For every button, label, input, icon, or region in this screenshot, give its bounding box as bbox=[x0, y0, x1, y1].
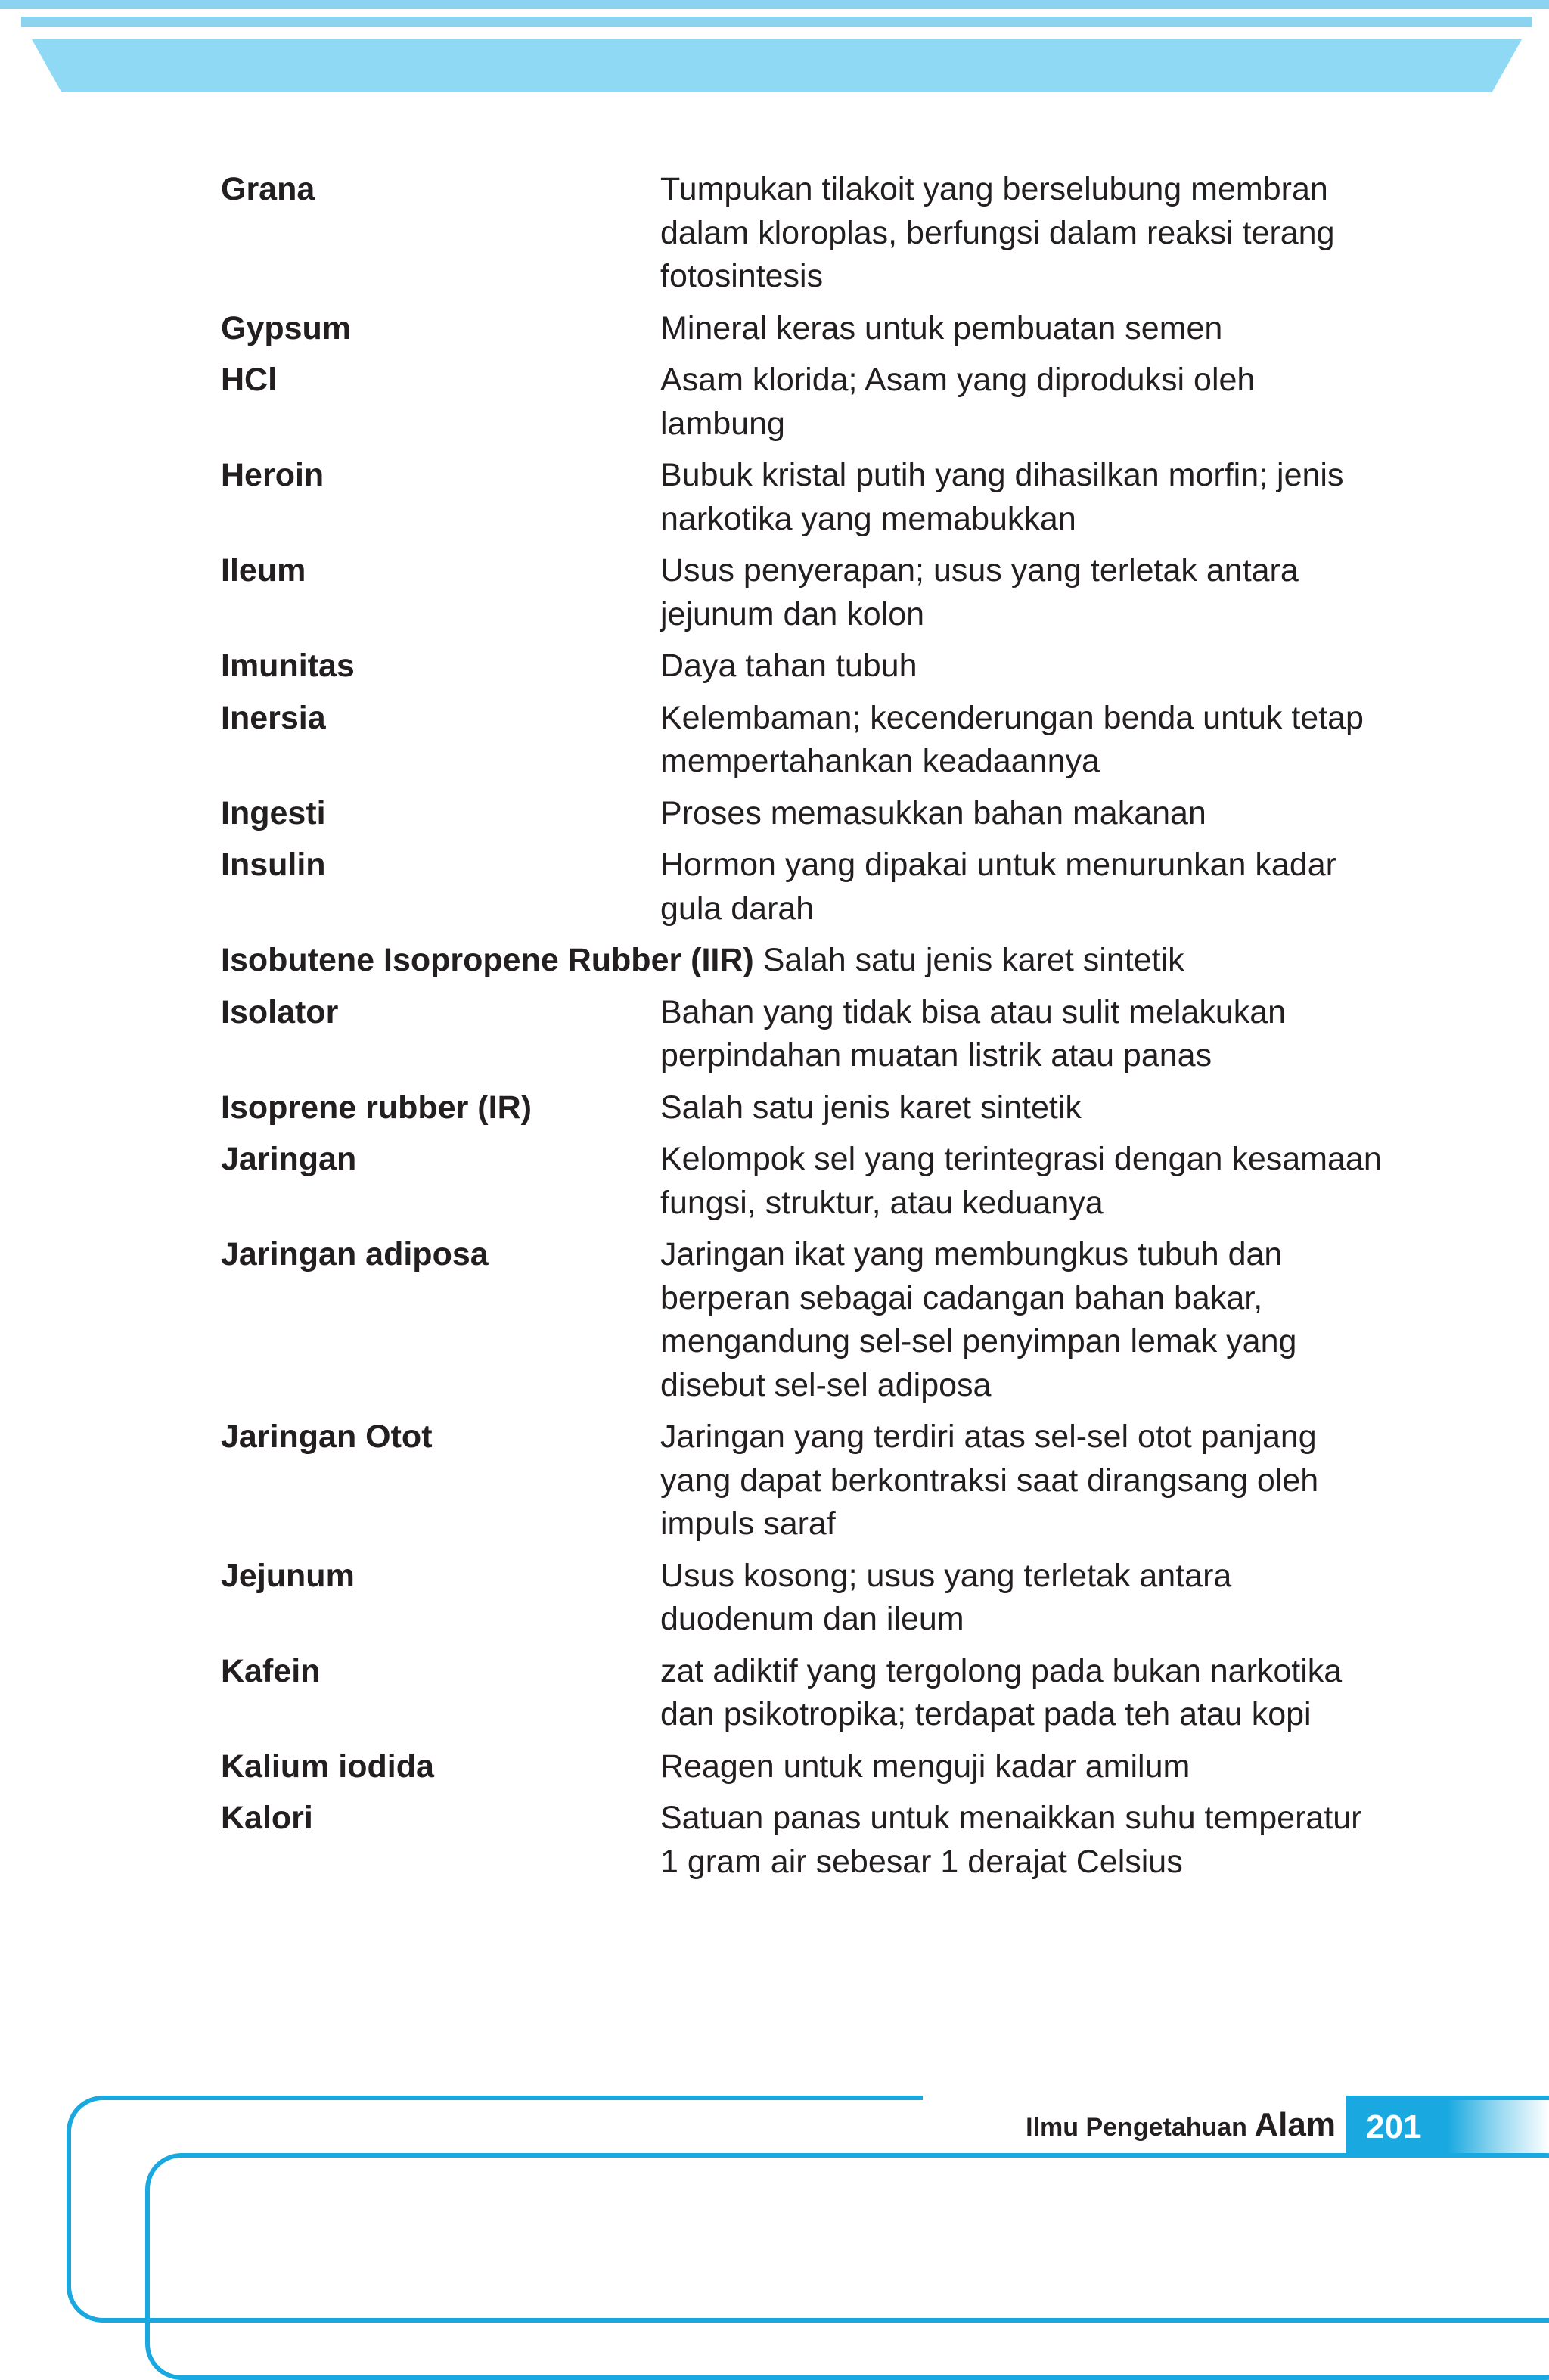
glossary-definition: Jaringan yang terdiri atas sel-sel otot panjang yang dapat berkontraksi saat dirangsang oleh impuls saraf bbox=[660, 1418, 1319, 1542]
glossary-entry bbox=[221, 991, 1401, 1078]
glossary-term: Insulin bbox=[221, 847, 326, 883]
glossary-term: Kalori bbox=[221, 1800, 313, 1836]
glossary-term: Inersia bbox=[221, 699, 326, 736]
glossary-definition: Asam klorida; Asam yang diproduksi oleh lambung bbox=[660, 362, 1256, 442]
glossary-term: Kafein bbox=[221, 1652, 321, 1689]
glossary-definition: zat adiktif yang tergolong pada bukan narkotika dan psikotropika; terdapat pada teh atau kopi bbox=[660, 1652, 1343, 1732]
glossary-entry bbox=[221, 549, 1401, 636]
glossary-entry bbox=[221, 1650, 1401, 1737]
header-stripe-middle bbox=[21, 17, 1532, 27]
glossary-term: Ingesti bbox=[221, 794, 326, 831]
glossary-entry bbox=[221, 1138, 1401, 1225]
glossary-term: Imunitas bbox=[221, 648, 355, 684]
glossary-definition: Usus penyerapan; usus yang terletak antara jejunum dan kolon bbox=[660, 552, 1299, 632]
glossary-entry bbox=[221, 1745, 1401, 1789]
glossary-term: Jaringan adiposa bbox=[221, 1236, 489, 1272]
footer-book-title-text: Ilmu Pengetahuan bbox=[1026, 2113, 1247, 2142]
glossary-term: HCl bbox=[221, 362, 278, 398]
glossary-entry bbox=[221, 307, 1401, 351]
footer-book-title bbox=[1026, 2104, 1336, 2149]
glossary-entry bbox=[221, 454, 1401, 541]
glossary-entry bbox=[221, 1797, 1401, 1884]
glossary-entry bbox=[221, 939, 1401, 983]
glossary-definition: Tumpukan tilakoit yang berselubung membran dalam kloroplas, berfungsi dalam reaksi terang fotosintesis bbox=[660, 171, 1335, 294]
glossary-term: Grana bbox=[221, 171, 315, 207]
header-stripe-top bbox=[0, 0, 1549, 9]
glossary-term: Isobutene Isopropene Rubber (IIR) bbox=[221, 942, 754, 978]
glossary-term: Jejunum bbox=[221, 1557, 355, 1594]
glossary-definition: Jaringan ikat yang membungkus tubuh dan berperan sebagai cadangan bahan bakar, mengandung sel-sel penyimpan lemak yang disebut sel-sel adiposa bbox=[660, 1236, 1297, 1403]
glossary-definition: Usus kosong; usus yang terletak antara duodenum dan ileum bbox=[660, 1557, 1232, 1637]
glossary-definition: Bubuk kristal putih yang dihasilkan morfin; jenis narkotika yang memabukkan bbox=[660, 457, 1344, 537]
glossary-definition: Proses memasukkan bahan makanan bbox=[660, 794, 1206, 831]
glossary-entry bbox=[221, 792, 1401, 836]
glossary-term: Isoprene rubber (IR) bbox=[221, 1089, 532, 1126]
glossary-definition: Hormon yang dipakai untuk menurunkan kadar gula darah bbox=[660, 847, 1336, 927]
glossary-term: Heroin bbox=[221, 457, 324, 493]
glossary-definition: Kelembaman; kecenderungan benda untuk tetap mempertahankan keadaannya bbox=[660, 699, 1364, 779]
glossary-definition: Salah satu jenis karet sintetik bbox=[660, 1089, 1082, 1126]
glossary-term: Gypsum bbox=[221, 309, 352, 346]
glossary-definition: Bahan yang tidak bisa atau sulit melakukan perpindahan muatan listrik atau panas bbox=[660, 993, 1287, 1073]
glossary-entry bbox=[221, 1086, 1401, 1130]
glossary-term: Isolator bbox=[221, 993, 339, 1030]
glossary-term: Kalium iodida bbox=[221, 1748, 434, 1785]
glossary-definition: Satuan panas untuk menaikkan suhu temperatur 1 gram air sebesar 1 derajat Celsius bbox=[660, 1800, 1362, 1880]
glossary-definition: Mineral keras untuk pembuatan semen bbox=[660, 309, 1223, 346]
glossary-entry bbox=[221, 1415, 1401, 1546]
glossary-entry bbox=[221, 1233, 1401, 1407]
page-number-tab bbox=[1346, 2097, 1549, 2158]
glossary-list bbox=[221, 168, 1401, 1892]
glossary-entry bbox=[221, 1555, 1401, 1642]
header-band bbox=[32, 39, 1522, 92]
glossary-entry bbox=[221, 168, 1401, 299]
glossary-entry bbox=[221, 697, 1401, 784]
glossary-definition: Reagen untuk menguji kadar amilum bbox=[660, 1748, 1190, 1785]
glossary-entry bbox=[221, 844, 1401, 931]
footer-book-title-emphasis: Alam bbox=[1254, 2106, 1336, 2143]
glossary-term: Jaringan bbox=[221, 1141, 357, 1177]
glossary-definition: Salah satu jenis karet sintetik bbox=[762, 942, 1184, 978]
glossary-definition: Kelompok sel yang terintegrasi dengan kesamaan fungsi, struktur, atau keduanya bbox=[660, 1141, 1382, 1221]
glossary-entry bbox=[221, 645, 1401, 688]
glossary-term: Jaringan Otot bbox=[221, 1418, 433, 1455]
footer-frame-inner bbox=[145, 2153, 1549, 2380]
glossary-term: Ileum bbox=[221, 552, 306, 589]
glossary-definition: Daya tahan tubuh bbox=[660, 648, 917, 684]
glossary-entry bbox=[221, 359, 1401, 446]
page-number: 201 bbox=[1366, 2108, 1422, 2145]
